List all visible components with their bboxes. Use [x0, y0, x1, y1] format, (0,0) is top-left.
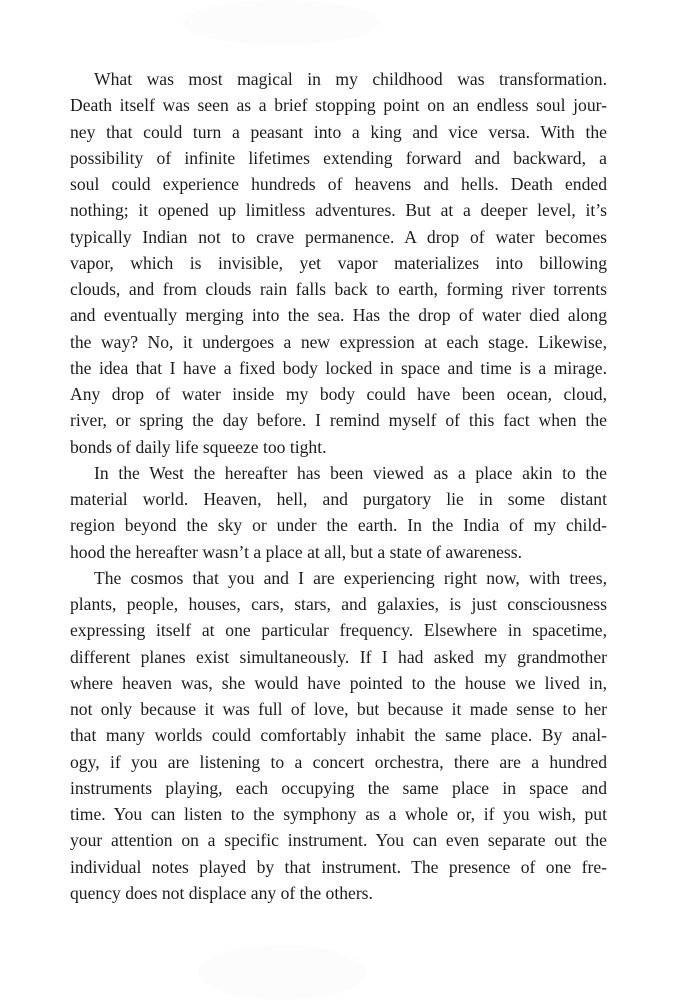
text-line: quency does not displace any of the others. — [70, 882, 373, 903]
text-line: time. You can listen to the symphony as a whole or, if you wish, put — [70, 804, 607, 824]
text-line: vapor, which is invisible, yet vapor materializes into billowing — [70, 252, 607, 273]
paragraph-3 — [70, 565, 607, 906]
text-line: river, or spring the day before. I remind myself of this fact when the — [70, 410, 607, 431]
text-line: bonds of daily life squeeze too tight. — [70, 436, 327, 457]
text-line: ney that could turn a peasant into a king and vice versa. With the — [70, 121, 607, 142]
text-line: typically Indian not to crave permanence. A drop of water becomes — [70, 226, 607, 247]
text-line: What was most magical in my childhood was transformation. — [94, 69, 607, 89]
text-line: expressing itself at one particular frequency. Elsewhere in spacetime, — [70, 620, 607, 641]
body-text — [70, 66, 607, 906]
text-line: region beyond the sky or under the earth. In the India of my child- — [70, 515, 607, 536]
text-line: plants, people, houses, cars, stars, and galaxies, is just consciousness — [70, 594, 607, 614]
text-line: the way? No, it undergoes a new expression at each stage. Likewise, — [70, 331, 607, 352]
paragraph-2 — [70, 460, 607, 565]
text-line: ogy, if you are listening to a concert orchestra, there are a hundred — [70, 751, 607, 772]
text-line: not only because it was full of love, but because it made sense to her — [70, 699, 607, 719]
text-line: and eventually merging into the sea. Has the drop of water died along — [70, 305, 607, 326]
text-line: soul could experience hundreds of heavens and hells. Death ended — [70, 174, 607, 194]
text-line: The cosmos that you and I are experiencing right now, with trees, — [94, 567, 607, 588]
text-line: material world. Heaven, hell, and purgatory lie in some distant — [70, 489, 607, 509]
page-bottom-smudge — [198, 945, 366, 1000]
page-top-smudge — [183, 0, 379, 45]
text-line: that many worlds could comfortably inhabit the same place. By anal- — [70, 725, 607, 746]
text-line: where heaven was, she would have pointed to the house we lived in, — [70, 672, 607, 693]
text-line: possibility of infinite lifetimes extending forward and backward, a — [70, 147, 607, 168]
text-line: your attention on a specific instrument. You can even separate out the — [70, 830, 607, 851]
text-line: In the West the hereafter has been viewed as a place akin to the — [94, 462, 607, 483]
text-line: Any drop of water inside my body could have been ocean, cloud, — [70, 384, 607, 404]
text-line: different planes exist simultaneously. If I had asked my grandmother — [70, 646, 607, 667]
text-line: clouds, and from clouds rain falls back to earth, forming river torrents — [70, 279, 607, 299]
text-line: individual notes played by that instrument. The presence of one fre- — [70, 856, 607, 877]
text-line: nothing; it opened up limitless adventures. But at a deeper level, it’s — [70, 200, 607, 221]
paragraph-1 — [70, 66, 607, 460]
text-line: Death itself was seen as a brief stopping point on an endless soul jour- — [70, 95, 607, 116]
text-line: hood the hereafter wasn’t a place at all, but a state of awareness. — [70, 541, 523, 562]
text-line: the idea that I have a fixed body locked in space and time is a mirage. — [70, 357, 607, 378]
text-line: instruments playing, each occupying the same place in space and — [70, 777, 607, 798]
